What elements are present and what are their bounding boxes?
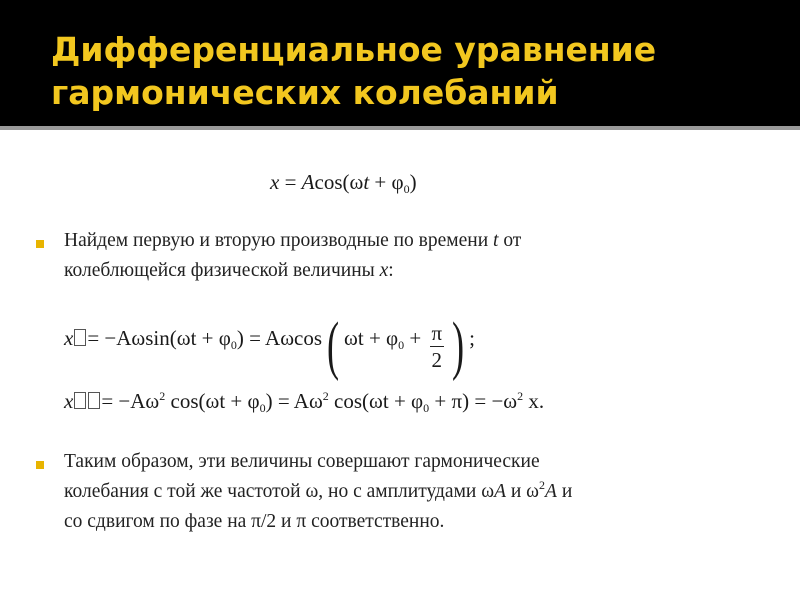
title-line-2: гармонических колебаний (51, 73, 559, 112)
plus: + (369, 170, 392, 194)
missing-glyph-icon (74, 329, 86, 346)
var-A: A (301, 170, 315, 194)
var-x: x (64, 389, 74, 413)
expr: ωt + φ (344, 326, 399, 350)
right-paren: ) (452, 309, 465, 382)
var-A: A (494, 481, 506, 502)
slide-title (51, 28, 656, 114)
fraction-pi-over-2 (430, 320, 445, 373)
expr: x. (523, 389, 545, 413)
text: со сдвигом по фазе на π/2 и π соответственно. (64, 511, 445, 532)
sub-zero: 0 (423, 401, 430, 415)
expr: cos(ωt + φ (328, 389, 424, 413)
bullet-2-text (64, 447, 572, 537)
expr: = −Aω (101, 389, 160, 413)
formula-main (270, 170, 417, 197)
formula-acceleration (64, 389, 544, 416)
left-paren: ( (326, 309, 340, 382)
bullet-marker (36, 461, 44, 469)
text: Найдем первую и вторую производные по времени (64, 230, 494, 251)
close-paren: ) (409, 170, 417, 194)
plus: + (404, 326, 427, 350)
text: колеблющейся физической величины (64, 260, 380, 281)
text: и ω (506, 481, 540, 502)
sub-zero: 0 (398, 338, 405, 352)
text: и (556, 481, 573, 502)
formula-velocity (64, 309, 475, 382)
var-x: x (379, 260, 389, 281)
text: колебания с той же частотой ω, но с амплитудами ω (64, 481, 495, 502)
sup-two: 2 (322, 389, 329, 403)
missing-glyph-icon (74, 392, 86, 409)
missing-glyph-icon (88, 392, 100, 409)
title-divider (0, 126, 800, 130)
expr: = −Aωsin(ωt + φ (87, 326, 231, 350)
phi: φ (391, 170, 404, 194)
var-t: t (493, 230, 499, 251)
semicolon: ; (469, 326, 475, 350)
omega: ω (349, 170, 364, 194)
expr: + π) = −ω (429, 389, 518, 413)
eq: = (279, 170, 302, 194)
denominator: 2 (431, 348, 443, 372)
var-t: t (363, 170, 370, 194)
bullet-marker (36, 240, 44, 248)
bullet-1-text (64, 226, 521, 286)
expr: ) = Aωcos (236, 326, 323, 350)
sup-two: 2 (159, 389, 166, 403)
sup-two: 2 (539, 478, 546, 492)
sub-zero: 0 (230, 338, 237, 352)
sub-zero: 0 (259, 401, 266, 415)
text: : (388, 260, 394, 281)
numerator: π (431, 321, 443, 345)
text: от (498, 230, 522, 251)
title-bar (0, 0, 800, 126)
var-x: x (64, 326, 74, 350)
sup-two: 2 (517, 389, 524, 403)
text: Таким образом, эти величины совершают гармонические (64, 451, 540, 472)
sub-zero: 0 (403, 182, 410, 196)
cos: cos( (314, 170, 350, 194)
var-x: x (270, 170, 280, 194)
expr: ) = Aω (265, 389, 323, 413)
var-A: A (545, 481, 557, 502)
title-line-1: Дифференциальное уравнение (51, 30, 657, 69)
expr: cos(ωt + φ (165, 389, 260, 413)
